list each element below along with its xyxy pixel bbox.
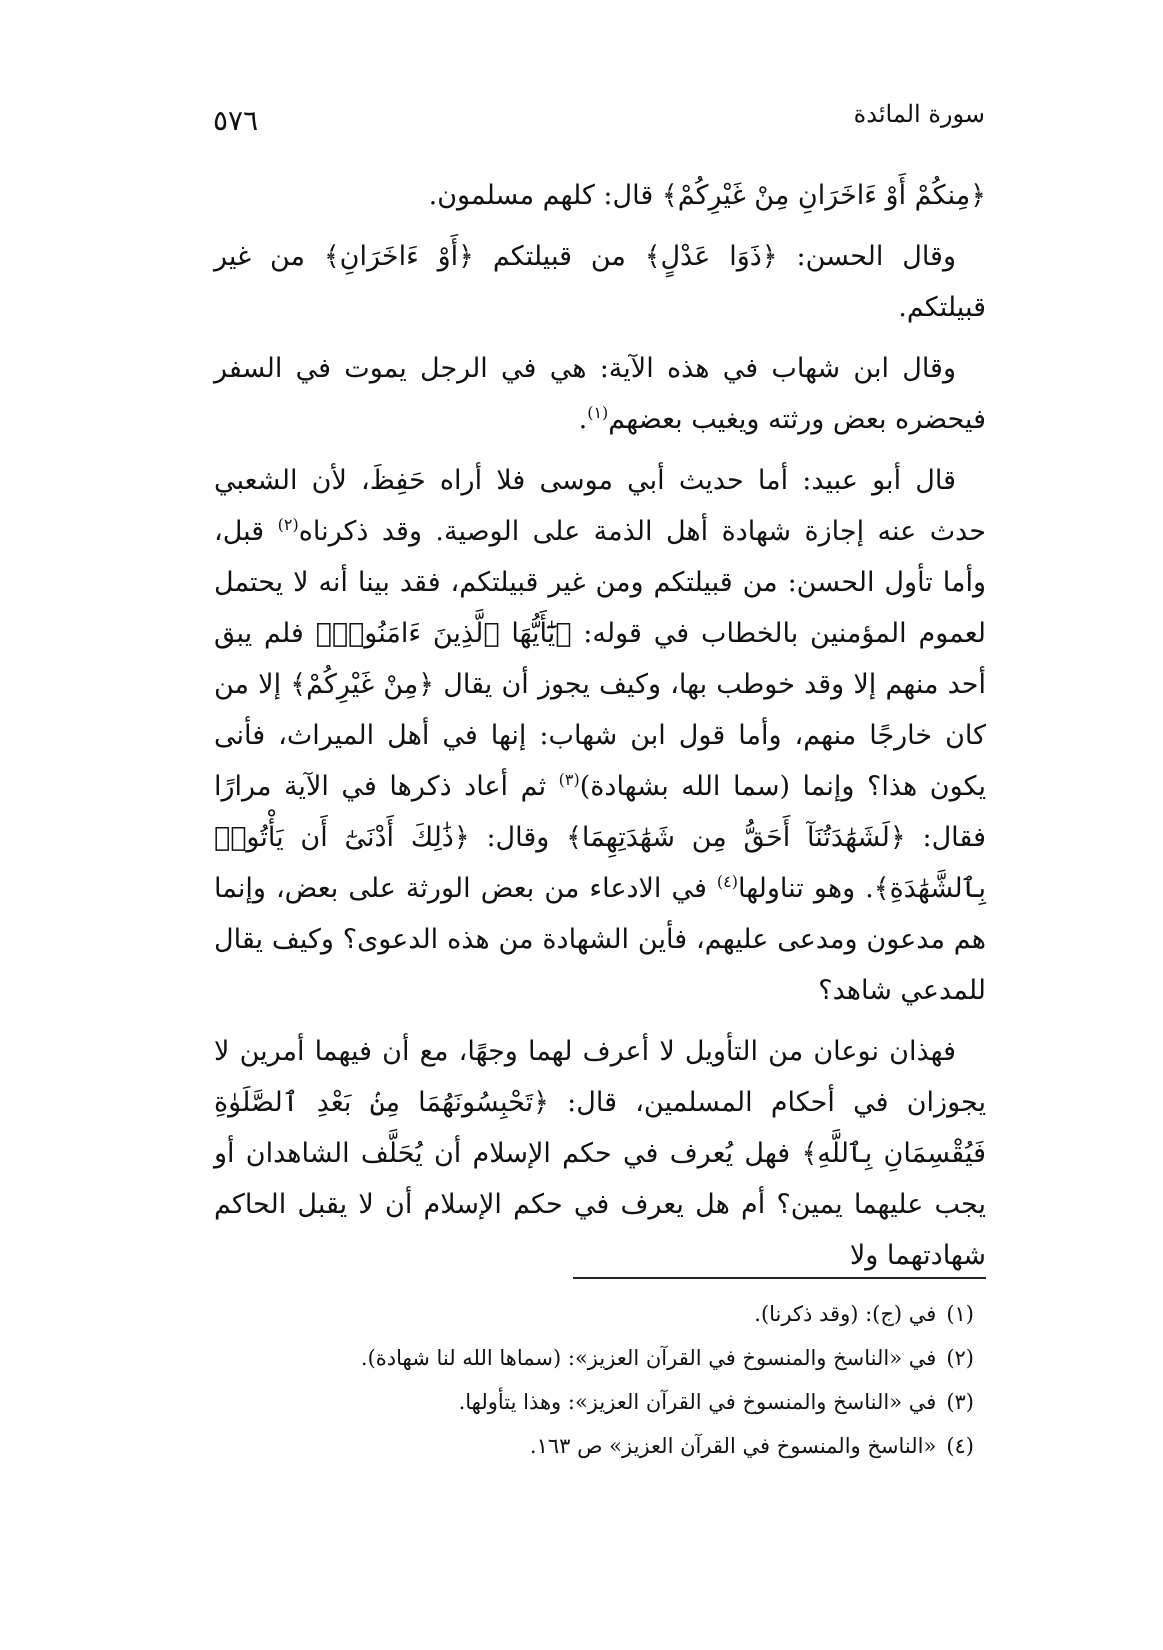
footnote-number: (٢): [946, 1346, 974, 1370]
quran-quote: ﴿يَٰٓأَيُّهَا ٱلَّذِينَ ءَامَنُوا۟﴾: [315, 618, 572, 649]
paragraph-3: [214, 343, 986, 445]
text-run: قال: كلهم مسلمون.: [428, 180, 662, 211]
footnote-2: [214, 1339, 974, 1377]
footnote-number: (٤): [946, 1434, 974, 1458]
text-run: قال أبو عبيد: أما حديث أبي موسى فلا أراه حَفِظَ، لأن الشعبي حدث عنه إجازة شهادة أهل الذمة على الوصية. وقد ذكرناه: [214, 465, 986, 547]
text-run: فهذان نوعان من التأويل لا أعرف لهما وجهًا، مع أن فيهما أمرين لا يجوزان في أحكام المسلمين، قال:: [214, 1036, 986, 1118]
paragraph-1: [214, 170, 986, 221]
text-run: ثم أعاد ذكرها في الآية مرارًا فقال:: [214, 771, 986, 853]
footnote-ref: (٢): [277, 515, 299, 534]
quran-quote: ﴿لَشَهَٰدَتُنَآ أَحَقُّ مِن شَهَٰدَتِهِمَا﴾: [566, 822, 906, 853]
text-run: فهل يُعرف في حكم الإسلام أن يُحَلَّف الشاهدان أو يجب عليهما يمين؟ أم هل يعرف في حكم الإسلام أن لا يقبل الحاكم شهادتهما ولا: [214, 1138, 986, 1271]
footnote-text: في «الناسخ والمنسوخ في القرآن العزيز»: (سماها الله لنا شهادة).: [360, 1346, 937, 1370]
text-run: وقال ابن شهاب في هذه الآية: هي في الرجل يموت في السفر فيحضره بعض ورثته ويغيب بعضهم: [214, 353, 986, 435]
footnote-text: في (ج): (وقد ذكرنا).: [754, 1302, 937, 1326]
footnotes: [214, 1295, 974, 1471]
paragraph-2: [214, 231, 986, 333]
quran-quote: ﴿مِنكُمْ أَوْ ءَاخَرَانِ مِنْ غَيْرِكُمْ﴾: [661, 180, 986, 211]
quran-quote: ﴿تَحْبِسُونَهُمَا مِنۢ بَعْدِ ٱلصَّلَوٰةِ فَيُقْسِمَانِ بِٱللَّهِ﴾: [214, 1087, 986, 1169]
footnote-3: [214, 1383, 974, 1421]
text-run: إلا من كان خارجًا منهم، وأما قول ابن شهاب: إنها في أهل الميراث، فأنى يكون هذا؟ وإنما (سما الله بشهادة): [214, 669, 986, 802]
footnote-divider: [573, 1277, 986, 1279]
text-run: من قبيلتكم: [474, 241, 645, 272]
quran-quote: ﴿أَوْ ءَاخَرَانِ﴾: [323, 241, 474, 272]
running-title: سورة المائدة: [853, 100, 985, 128]
text-run: .: [578, 404, 588, 435]
quran-quote: ﴿ذَوَا عَدْلٍ﴾: [644, 241, 778, 272]
main-text: [214, 170, 986, 1291]
footnote-1: [214, 1295, 974, 1333]
paragraph-4: [214, 455, 986, 1016]
footnote-number: (١): [946, 1302, 974, 1326]
text-run: في الادعاء من بعض الورثة على بعض، وإنما هم مدعون ومدعى عليهم، فأين الشهادة من هذه الدعوى؟ وكيف يقال للمدعي شاهد؟: [214, 873, 986, 1006]
paragraph-5: [214, 1026, 986, 1281]
footnote-text: في «الناسخ والمنسوخ في القرآن العزيز»: وهذا يتأولها.: [458, 1390, 937, 1414]
text-run: . وهو تناولها: [738, 873, 874, 904]
page-header: [195, 100, 985, 140]
footnote-number: (٣): [946, 1390, 974, 1414]
footnote-ref: (٣): [558, 770, 580, 789]
footnote-ref: (١): [587, 403, 609, 422]
text-run: وقال الحسن:: [777, 241, 956, 272]
text-run: قبل، وأما تأول الحسن: من قبيلتكم ومن غير قبيلتكم، فقد بينا أنه لا يحتمل لعموم المؤمنين بالخطاب في قوله:: [214, 516, 986, 649]
quran-quote: ﴿مِنْ غَيْرِكُمْ﴾: [290, 669, 435, 700]
text-run: وقال:: [469, 822, 567, 853]
footnote-text: «الناسخ والمنسوخ في القرآن العزيز» ص ١٦٣.: [529, 1434, 937, 1458]
quran-quote: ﴿ذَٰلِكَ أَدْنَىٰٓ أَن يَأْتُوا۟ بِٱلشَّهَٰدَةِ﴾: [214, 822, 986, 904]
text-run: من غير قبيلتكم.: [214, 241, 986, 323]
footnote-ref: (٤): [716, 872, 738, 891]
footnote-4: [214, 1427, 974, 1465]
page-number: ٥٧٦: [213, 104, 259, 137]
text-run: فلم يبق أحد منهم إلا وقد خوطب بها، وكيف يجوز أن يقال: [214, 618, 986, 700]
